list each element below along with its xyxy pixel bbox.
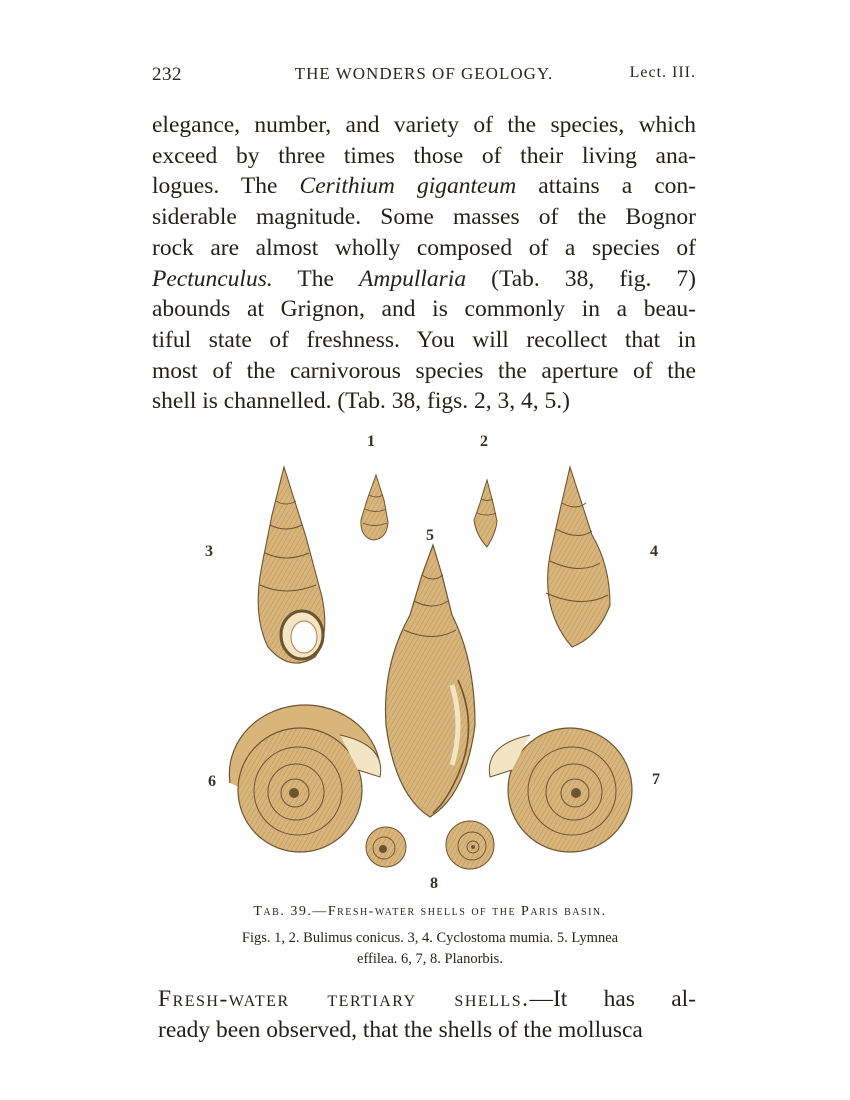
shell-fig-5	[386, 545, 476, 817]
text-line: logues. The Cerithium giganteum attains a con-	[152, 173, 696, 200]
figure-number-2: 2	[480, 433, 488, 450]
figure-number-6: 6	[208, 773, 216, 790]
italic-term: Ampullaria	[359, 265, 467, 292]
text-line: tiful state of freshness. You will recollect that in	[152, 326, 696, 353]
shell-fig-7	[489, 728, 632, 852]
figure-caption-legend	[170, 928, 690, 970]
text-line: siderable magnitude. Some masses of the Bognor	[152, 204, 696, 231]
shell-engraving	[190, 425, 670, 895]
running-header	[152, 64, 696, 92]
text-line: most of the carnivorous species the aperture of the	[152, 357, 696, 384]
shell-fig-1	[361, 475, 388, 540]
italic-term: Pectunculus.	[152, 265, 273, 292]
text-line: exceed by three times those of their living ana-	[152, 142, 696, 169]
body-paragraph	[152, 110, 696, 417]
text-line: rock are almost wholly composed of a species of	[152, 234, 696, 261]
text-line: Pectunculus. The Ampullaria (Tab. 38, fig. 7)	[152, 265, 696, 292]
figure-number-5: 5	[426, 527, 434, 544]
page-number: 232	[152, 64, 182, 85]
section-first-line	[158, 984, 696, 1015]
text-line: shell is channelled. (Tab. 38, figs. 2, 3, 4, 5.)	[152, 388, 571, 415]
lecture-label: Lect. III.	[629, 64, 696, 81]
shell-fig-2	[474, 480, 497, 547]
figure-caption-title: Tab. 39.—Fresh-water shells of the Paris basin.	[253, 904, 607, 919]
shell-fig-3	[258, 467, 325, 663]
shell-fig-6	[229, 705, 380, 852]
figure-number-4: 4	[650, 543, 658, 560]
italic-term: Cerithium giganteum	[299, 173, 517, 200]
figure-number-7: 7	[652, 771, 660, 788]
section-second-line: ready been observed, that the shells of the mollusca	[158, 1017, 643, 1043]
shell-fig-8	[366, 821, 494, 869]
legend-line-1: Figs. 1, 2. Bulimus conicus. 3, 4. Cyclostoma mumia. 5. Lymnea	[241, 930, 619, 946]
text-line: abounds at Grignon, and is commonly in a beau-	[152, 296, 696, 323]
running-title: THE WONDERS OF GEOLOGY.	[294, 64, 554, 83]
text-line: elegance, number, and variety of the species, which	[152, 112, 696, 138]
section-heading: Fresh-water tertiary shells.	[158, 986, 530, 1012]
section-text-1: —It has al-	[529, 986, 696, 1012]
figure-number-8: 8	[430, 875, 438, 892]
section-start	[158, 984, 696, 1046]
figure-number-3: 3	[205, 543, 213, 560]
figure-number-1: 1	[367, 433, 375, 450]
shell-fig-4	[546, 467, 610, 647]
shell-illustration	[190, 425, 670, 895]
legend-line-2: effilea. 6, 7, 8. Planorbis.	[357, 951, 503, 967]
